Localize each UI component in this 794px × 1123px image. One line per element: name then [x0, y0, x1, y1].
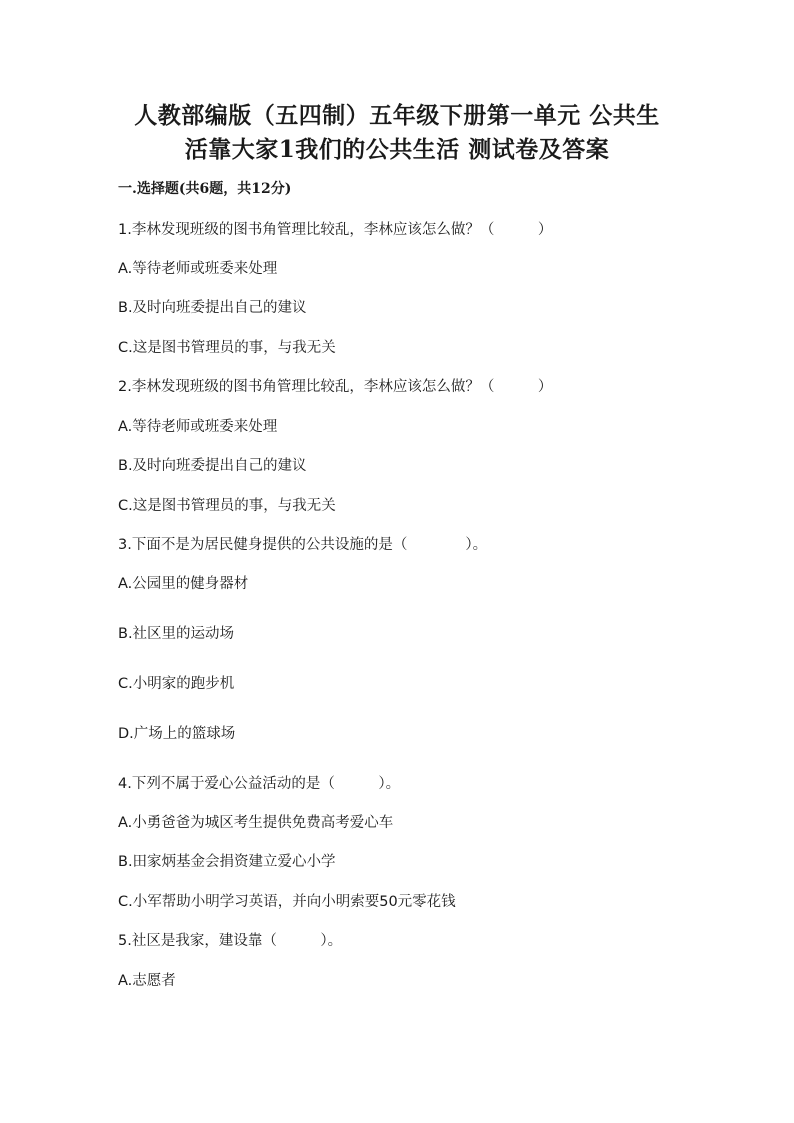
question-1-option-a: A.等待老师或班委来处理	[118, 261, 278, 277]
question-2-option-c: C.这是图书管理员的事，与我无关	[118, 498, 336, 514]
question-3-option-d: D.广场上的篮球场	[118, 726, 236, 742]
question-2-option-b: B.及时向班委提出自己的建议	[118, 458, 307, 474]
question-1-stem: 1.李林发现班级的图书角管理比较乱，李林应该怎么做？（ ）	[118, 222, 553, 238]
question-5-option-a: A.志愿者	[118, 973, 176, 989]
question-4-option-c: C.小军帮助小明学习英语，并向小明索要50元零花钱	[118, 894, 456, 910]
question-3-option-a: A.公园里的健身器材	[118, 576, 249, 592]
document-title-line-2: 活靠大家1我们的公共生活 测试卷及答案	[184, 136, 610, 163]
question-2-stem: 2.李林发现班级的图书角管理比较乱，李林应该怎么做？（ ）	[118, 379, 553, 395]
question-4-option-a: A.小勇爸爸为城区考生提供免费高考爱心车	[118, 815, 394, 831]
question-2-option-a: A.等待老师或班委来处理	[118, 419, 278, 435]
question-3-option-b: B.社区里的运动场	[118, 626, 235, 642]
question-4-stem: 4.下列不属于爱心公益活动的是（ ）。	[118, 776, 401, 792]
document-title-line-1: 人教部编版（五四制）五年级下册第一单元 公共生	[134, 102, 660, 129]
section-heading: 一.选择题(共6题，共12分)	[118, 181, 292, 197]
question-3-stem: 3.下面不是为居民健身提供的公共设施的是（ ）。	[118, 537, 488, 553]
question-3-option-c: C.小明家的跑步机	[118, 676, 235, 692]
question-4-option-b: B.田家炳基金会捐资建立爱心小学	[118, 854, 336, 870]
question-5-stem: 5.社区是我家，建设靠（ ）。	[118, 933, 343, 949]
question-1-option-c: C.这是图书管理员的事，与我无关	[118, 340, 336, 356]
question-1-option-b: B.及时向班委提出自己的建议	[118, 300, 307, 316]
